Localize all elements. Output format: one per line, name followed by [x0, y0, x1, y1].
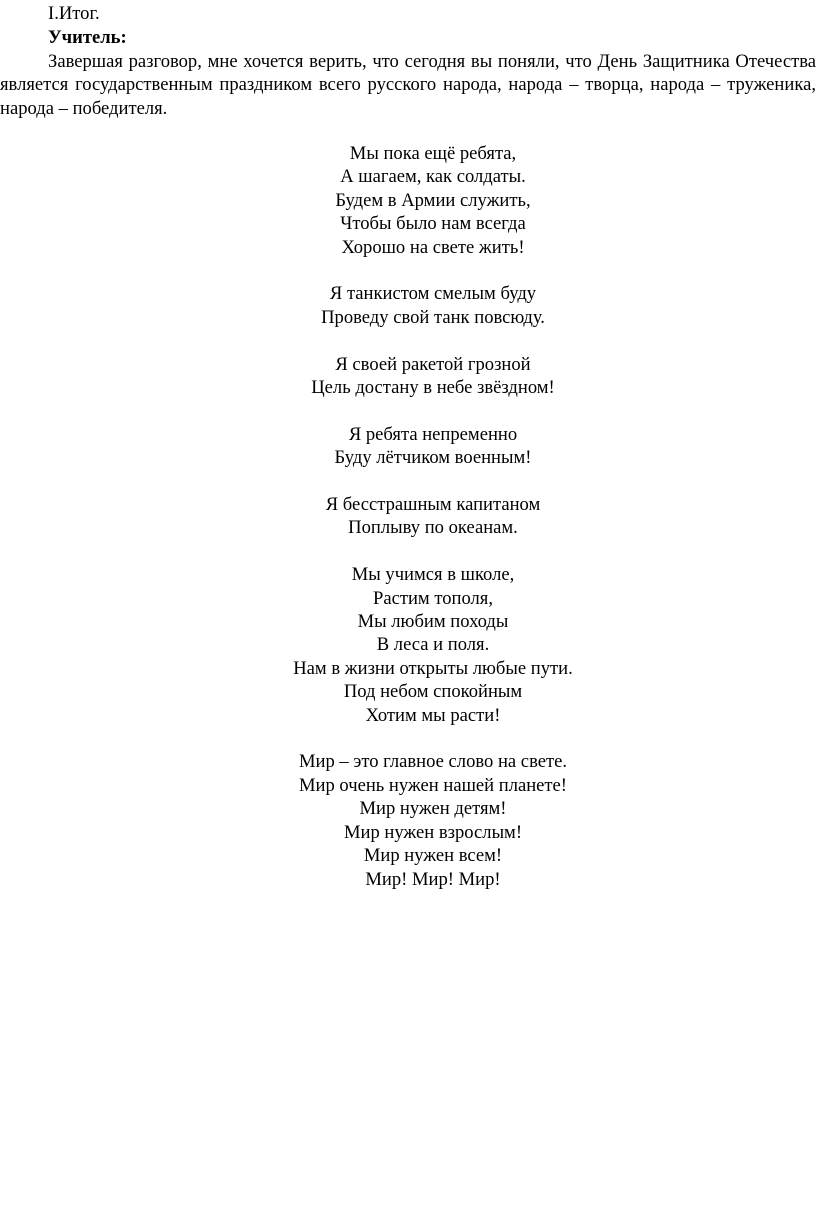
poem-line: Мы учимся в школе, [351, 564, 515, 586]
poem-stanza [0, 423, 816, 470]
poem-line: Я своей ракетой грозной [335, 353, 531, 375]
poem-line: Я бесстрашным капитаном [325, 494, 541, 516]
poem-line: Мир очень нужен нашей планете! [298, 774, 567, 796]
poem-line: Хотим мы расти! [365, 704, 501, 726]
poem-line: Цель достану в небе звёздном! [311, 377, 555, 399]
poem-line: Мы пока ещё ребята, [349, 143, 517, 164]
poem-stanza [0, 142, 816, 259]
poem-line: Буду лётчиком военным! [334, 447, 532, 469]
poem-line: Мир нужен взрослым! [343, 821, 523, 843]
poem-stanza [0, 750, 816, 890]
poem-line: Растим тополя, [373, 587, 493, 609]
poem-line: Я ребята непременно [348, 423, 518, 445]
poem-line: Под небом спокойным [343, 681, 523, 703]
poem-line: Будем в Армии служить, [335, 189, 531, 211]
poem-line: Поплыву по океанам. [348, 517, 518, 539]
poem-stanza [0, 493, 816, 540]
poem-line: Мир нужен детям! [359, 798, 507, 820]
poem-line: Проведу свой танк повсюду. [321, 306, 545, 328]
poem-line: Я танкистом смелым буду [329, 283, 537, 305]
poem-line: Мир – это главное слово на свете. [298, 751, 568, 773]
speaker-label: Учитель: [48, 27, 127, 48]
poem-line: Мир нужен всем! [363, 845, 503, 867]
poem-line: Чтобы было нам всегда [340, 213, 526, 235]
poem-line: Нам в жизни открыты любые пути. [293, 657, 573, 679]
poem [0, 142, 816, 914]
poem-line: Мы любим походы [357, 611, 509, 633]
poem-stanza [0, 353, 816, 400]
section-title: I.Итог. [48, 3, 100, 24]
poem-stanza [0, 282, 816, 329]
poem-line: Мир! Мир! Мир! [365, 868, 501, 890]
teacher-paragraph: Завершая разговор, мне хочется верить, что сегодня вы поняли, что День Защитника Отечества является государственным праздником всего русского народа, народа – творца, народа – труженика, народа – победителя. [0, 51, 816, 119]
poem-line: А шагаем, как солдаты. [340, 166, 526, 188]
poem-line: Хорошо на свете жить! [341, 236, 525, 258]
poem-line: В леса и поля. [376, 634, 490, 656]
poem-stanza [0, 563, 816, 727]
